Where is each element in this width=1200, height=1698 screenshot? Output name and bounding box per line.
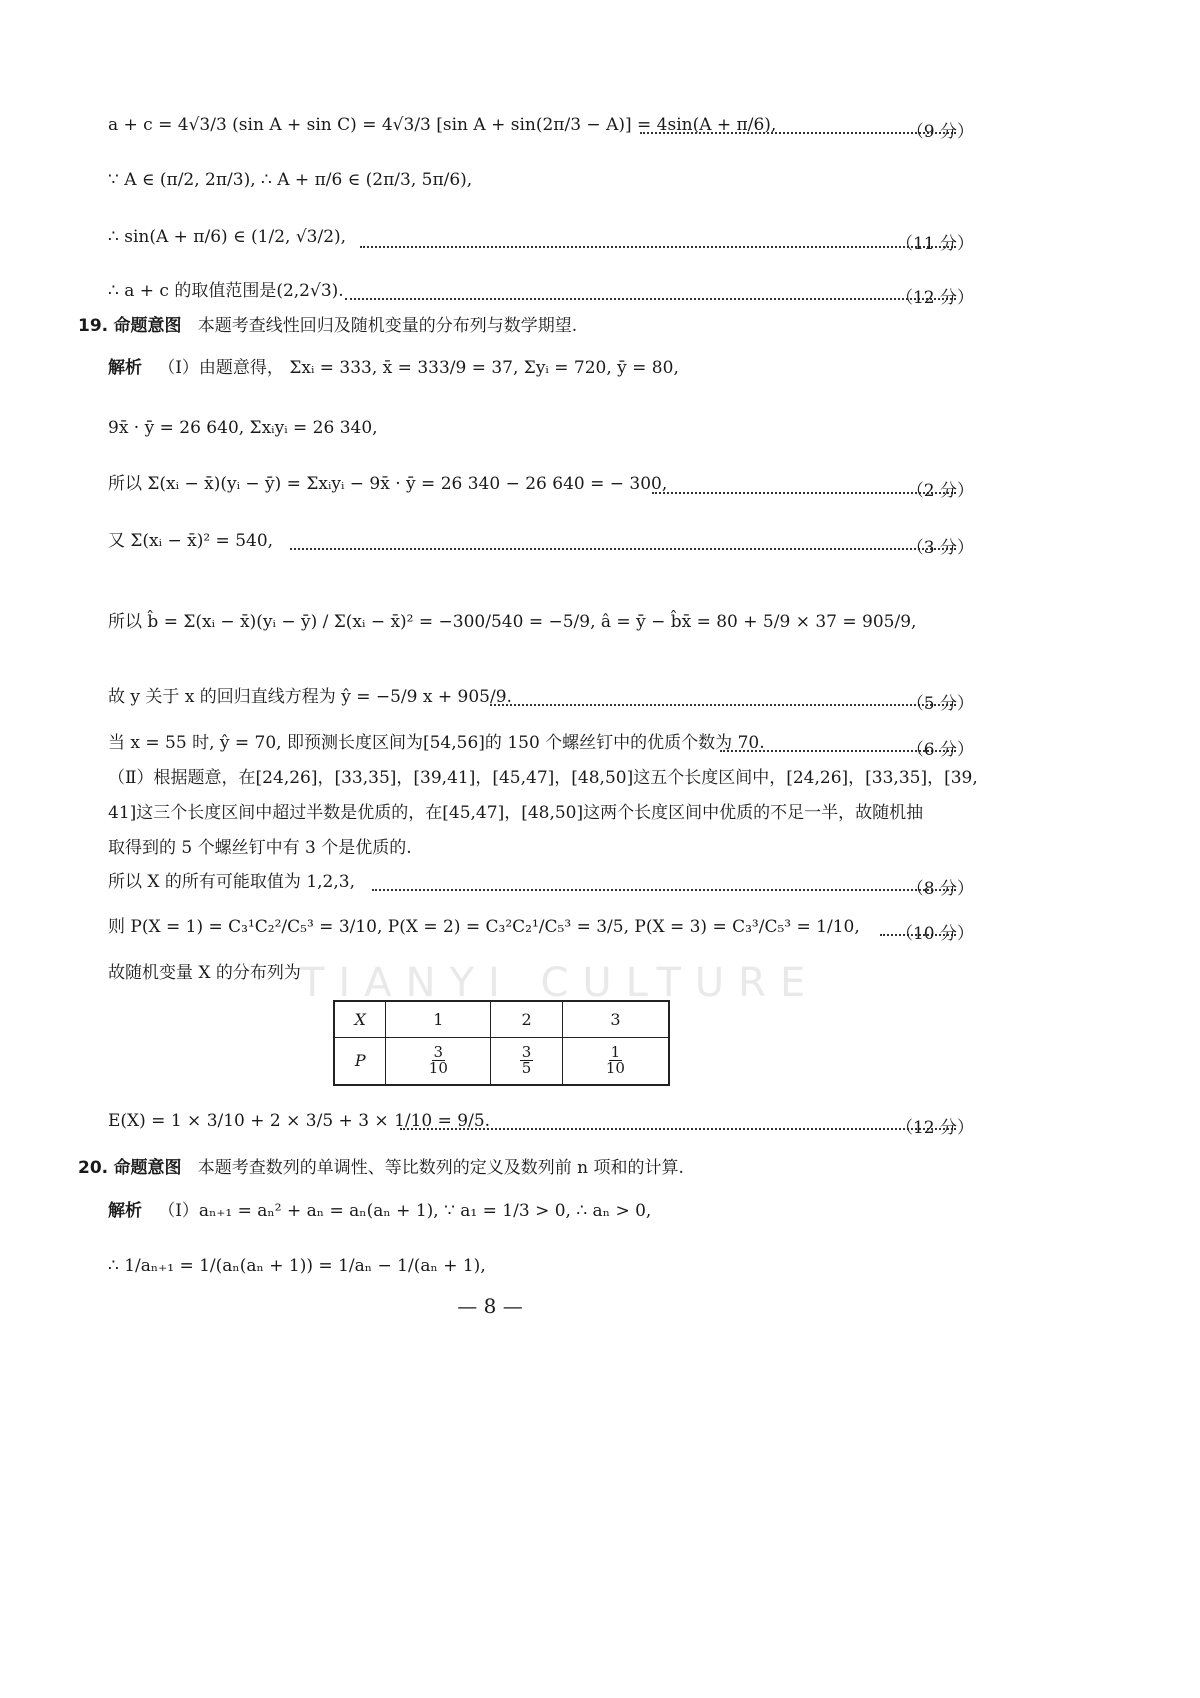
eq-sums: Σxᵢ = 333, x̄ = 333/9 = 37, Σyᵢ = 720, ȳ = 80, xyxy=(289,358,679,378)
table-cell: 2 xyxy=(491,1001,563,1037)
leader-dots xyxy=(290,548,956,550)
eq-line9: 则 P(X = 1) = C₃¹C₂²/C₅³ = 3/10, P(X = 2) = C₃²C₂¹/C₅³ = 3/5, P(X = 3) = C₃³/C₅³ = 1/10, xyxy=(108,917,860,937)
q20-label: 命题意图 xyxy=(113,1158,182,1178)
leader-dots xyxy=(372,889,956,891)
part2-line2: 41]这三个长度区间中超过半数是优质的，在[45,47]，[48,50]这两个长度区间中优质的不足一半，故随机抽 xyxy=(108,803,924,823)
score-6: （6 分） xyxy=(906,740,974,760)
q19-analysis-line1 xyxy=(108,358,679,378)
eq-line7: 当 x = 55 时, ŷ = 70, 即预测长度区间为[54,56]的 150 个螺丝钉中的优质个数为 70. xyxy=(108,733,765,753)
fraction xyxy=(427,1042,450,1078)
eq-line2: 9x̄ · ȳ = 26 640, Σxᵢyᵢ = 26 340, xyxy=(108,418,378,438)
q19-number: 19. xyxy=(78,316,109,336)
q20-line2: ∴ 1/aₙ₊₁ = 1/(aₙ(aₙ + 1)) = 1/aₙ − 1/(aₙ + 1), xyxy=(108,1256,486,1276)
leader-dots xyxy=(360,246,956,248)
table-row xyxy=(334,1037,669,1085)
denominator: 5 xyxy=(521,1059,532,1078)
q19-label: 命题意图 xyxy=(113,316,182,336)
score-5: （5 分） xyxy=(906,694,974,714)
eq5-body: b̂ = Σ(xᵢ − x̄)(yᵢ − ȳ) / Σ(xᵢ − x̄)² = −300/540 = −5/9, â = ȳ − b̂x̄ = 80 + 5/9 × 37 = 905/9, xyxy=(147,612,917,632)
analysis-label: 解析 xyxy=(108,1201,142,1221)
table-header-p: P xyxy=(334,1037,386,1085)
fraction xyxy=(520,1042,534,1078)
q20-line1: （Ⅰ）aₙ₊₁ = aₙ² + aₙ = aₙ(aₙ + 1), ∵ a₁ = 1/3 > 0, ∴ aₙ > 0, xyxy=(158,1201,652,1221)
score-9: （9 分） xyxy=(906,122,974,142)
eq3-prefix: 所以 xyxy=(108,474,142,494)
q20-analysis-line1 xyxy=(108,1201,651,1221)
s18-line3: ∴ sin(A + π/6) ∈ (1/2, √3/2), xyxy=(108,227,347,247)
watermark: TIANYI CULTURE xyxy=(300,960,820,1006)
table-cell xyxy=(562,1037,669,1085)
leader-dots xyxy=(345,298,956,300)
s18-line1: a + c = 4√3/3 (sin A + sin C) = 4√3/3 [sin A + sin(2π/3 − A)] = 4sin(A + π/6), xyxy=(108,115,777,135)
table-cell: 3 xyxy=(562,1001,669,1037)
eq-line8: 所以 X 的所有可能取值为 1,2,3, xyxy=(108,872,355,892)
leader-dots xyxy=(490,704,956,706)
eq-line3 xyxy=(108,474,667,494)
eq-line5 xyxy=(108,612,916,632)
q20-heading xyxy=(78,1158,684,1178)
s18-line4: ∴ a + c 的取值范围是(2,2√3). xyxy=(108,281,344,301)
denominator: 10 xyxy=(605,1059,625,1078)
numerator: 3 xyxy=(433,1042,444,1061)
fraction xyxy=(604,1042,627,1078)
score-12: （12 分） xyxy=(895,288,974,308)
eq4-prefix: 又 xyxy=(108,531,125,551)
table-row xyxy=(334,1001,669,1037)
table-cell xyxy=(386,1037,491,1085)
distribution-table xyxy=(333,1000,670,1086)
part2-line3: 取得到的 5 个螺丝钉中有 3 个是优质的. xyxy=(108,838,412,858)
leader-dots xyxy=(400,1128,956,1130)
q20-number: 20. xyxy=(78,1158,109,1178)
eq5-prefix: 所以 xyxy=(108,612,142,632)
eq-line6: 故 y 关于 x 的回归直线方程为 ŷ = −5/9 x + 905/9. xyxy=(108,687,512,707)
table-header-x: X xyxy=(334,1001,386,1037)
score-10: （10 分） xyxy=(895,924,974,944)
dist-caption: 故随机变量 X 的分布列为 xyxy=(108,963,301,983)
table-cell xyxy=(491,1037,563,1085)
q20-intent: 本题考查数列的单调性、等比数列的定义及数列前 n 项和的计算. xyxy=(197,1158,684,1178)
part1-prefix: （Ⅰ）由题意得， xyxy=(158,358,284,378)
score-8: （8 分） xyxy=(906,879,974,899)
part2-line1: （Ⅱ）根据题意，在[24,26]，[33,35]，[39,41]，[45,47]，[48,50]这五个长度区间中，[24,26]，[33,35]，[39, xyxy=(108,768,978,788)
q19-heading xyxy=(78,316,577,336)
numerator: 1 xyxy=(610,1042,621,1061)
eq4-body: Σ(xᵢ − x̄)² = 540, xyxy=(130,531,274,551)
eq3-body: Σ(xᵢ − x̄)(yᵢ − ȳ) = Σxᵢyᵢ − 9x̄ · ȳ = 26 340 − 26 640 = − 300, xyxy=(147,474,668,494)
score-2: （2 分） xyxy=(906,481,974,501)
score-11: （11 分） xyxy=(895,234,974,254)
s18-line2: ∵ A ∈ (π/2, 2π/3), ∴ A + π/6 ∈ (2π/3, 5π/6), xyxy=(108,170,473,190)
page-number: — 8 — xyxy=(457,1294,523,1318)
score-3: （3 分） xyxy=(906,538,974,558)
eq-line4 xyxy=(108,531,273,551)
analysis-label: 解析 xyxy=(108,358,142,378)
denominator: 10 xyxy=(428,1059,448,1078)
table-cell: 1 xyxy=(386,1001,491,1037)
q19-intent: 本题考查线性回归及随机变量的分布列与数学期望. xyxy=(197,316,578,336)
expectation: E(X) = 1 × 3/10 + 2 × 3/5 + 3 × 1/10 = 9/5. xyxy=(108,1111,491,1131)
score-12b: （12 分） xyxy=(895,1118,974,1138)
numerator: 3 xyxy=(521,1042,532,1061)
